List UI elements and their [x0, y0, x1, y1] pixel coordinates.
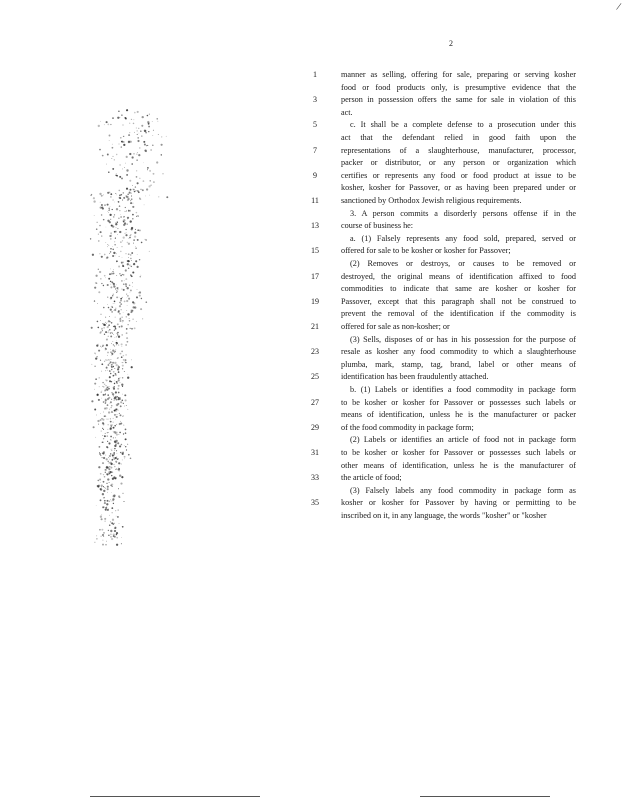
text-line: plumba, mark, stamp, tag, brand, label or other means of — [341, 359, 576, 369]
text-line: 3. A person commits a disorderly persons offense if in the — [350, 208, 576, 218]
line-number: 1 — [313, 70, 317, 79]
line-number: 25 — [311, 372, 319, 382]
bottom-rule-left — [90, 796, 260, 797]
line-number: 9 — [313, 170, 317, 180]
text-line: (3) Falsely labels any food commodity in package form as — [350, 485, 576, 495]
text-line: kosher, kosher for Passover, or as having been prepared under or — [341, 183, 576, 193]
text-line: certifies or represents any food or food product at issue to be — [341, 170, 576, 180]
text-line: other means of identification, unless he is the manufacturer of — [341, 460, 576, 470]
text-line: inscribed on it, in any language, the words "kosher" or "kosher — [341, 511, 547, 520]
line-number: 29 — [311, 422, 319, 432]
text-line: a. (1) Falsely represents any food sold, prepared, served or — [350, 233, 576, 243]
text-line: (2) Removes or destroys, or causes to be removed or — [350, 259, 576, 268]
text-line: identification has been fraudulently attached. — [341, 372, 489, 382]
line-number: 27 — [311, 397, 319, 407]
line-number: 11 — [311, 196, 319, 205]
text-line: c. It shall be a complete defense to a prosecution under this — [350, 120, 576, 130]
line-number: 5 — [313, 120, 317, 130]
text-line: the article of food; — [341, 473, 402, 483]
scan-speckle-artifact — [0, 0, 200, 560]
line-number: 23 — [311, 347, 319, 357]
bottom-rule-right — [420, 796, 550, 797]
text-line: sanctioned by Orthodox Jewish religious requirements. — [341, 196, 522, 205]
text-line: course of business he: — [341, 221, 414, 231]
text-line: food or food products only, is presumptive evidence that the — [341, 82, 576, 92]
text-line: act that the defendant relied in good faith upon the — [341, 133, 576, 142]
text-line: (2) Labels or identifies an article of food not in package form — [350, 435, 576, 445]
text-line: to be kosher or kosher for Passover or possesses such labels or — [341, 397, 576, 407]
text-line: commodities to indicate that same are kosher or kosher for — [341, 284, 576, 294]
text-line: packer or distributor, or any person or organization which — [341, 158, 576, 168]
text-line: offered for sale as non-kosher; or — [341, 322, 450, 331]
text-line: manner as selling, offering for sale, preparing or serving kosher — [341, 70, 576, 79]
text-line: person in possession offers the same for sale in violation of this — [341, 95, 576, 105]
text-line: resale as kosher any food commodity to which a slaughterhouse — [341, 347, 576, 357]
line-number: 15 — [311, 246, 319, 256]
line-number: 7 — [313, 145, 317, 155]
text-line: representations of a slaughterhouse, manufacturer, processor, — [341, 145, 576, 155]
line-number: 33 — [311, 473, 319, 483]
line-number: 31 — [311, 448, 319, 457]
line-number: 13 — [311, 221, 319, 231]
text-line: b. (1) Labels or identifies a food commodity in package form — [350, 385, 576, 394]
text-line: prevent the removal of the identification if the commodity is — [341, 309, 576, 319]
text-line: to be kosher or kosher for Passover or possesses such labels or — [341, 448, 576, 457]
text-line: offered for sale to be kosher or kosher for Passover; — [341, 246, 511, 256]
corner-mark: / — [615, 0, 622, 14]
line-number: 35 — [311, 498, 319, 508]
text-line: (3) Sells, disposes of or has in his possession for the purpose of — [350, 334, 576, 344]
page-number: 2 — [449, 39, 453, 48]
line-number: 19 — [311, 296, 319, 306]
text-line: kosher or kosher for Passover by having or permitting to be — [341, 498, 576, 508]
line-number: 17 — [311, 271, 319, 281]
text-line: Passover, except that this paragraph shall not be construed to — [341, 296, 576, 306]
line-number: 21 — [311, 322, 319, 331]
text-line: act. — [341, 107, 353, 117]
line-number: 3 — [313, 95, 317, 105]
text-line: destroyed, the original means of identification affixed to food — [341, 271, 576, 281]
text-line: of the food commodity in package form; — [341, 422, 474, 432]
text-line: means of identification, unless he is the manufacturer or packer — [341, 410, 576, 420]
